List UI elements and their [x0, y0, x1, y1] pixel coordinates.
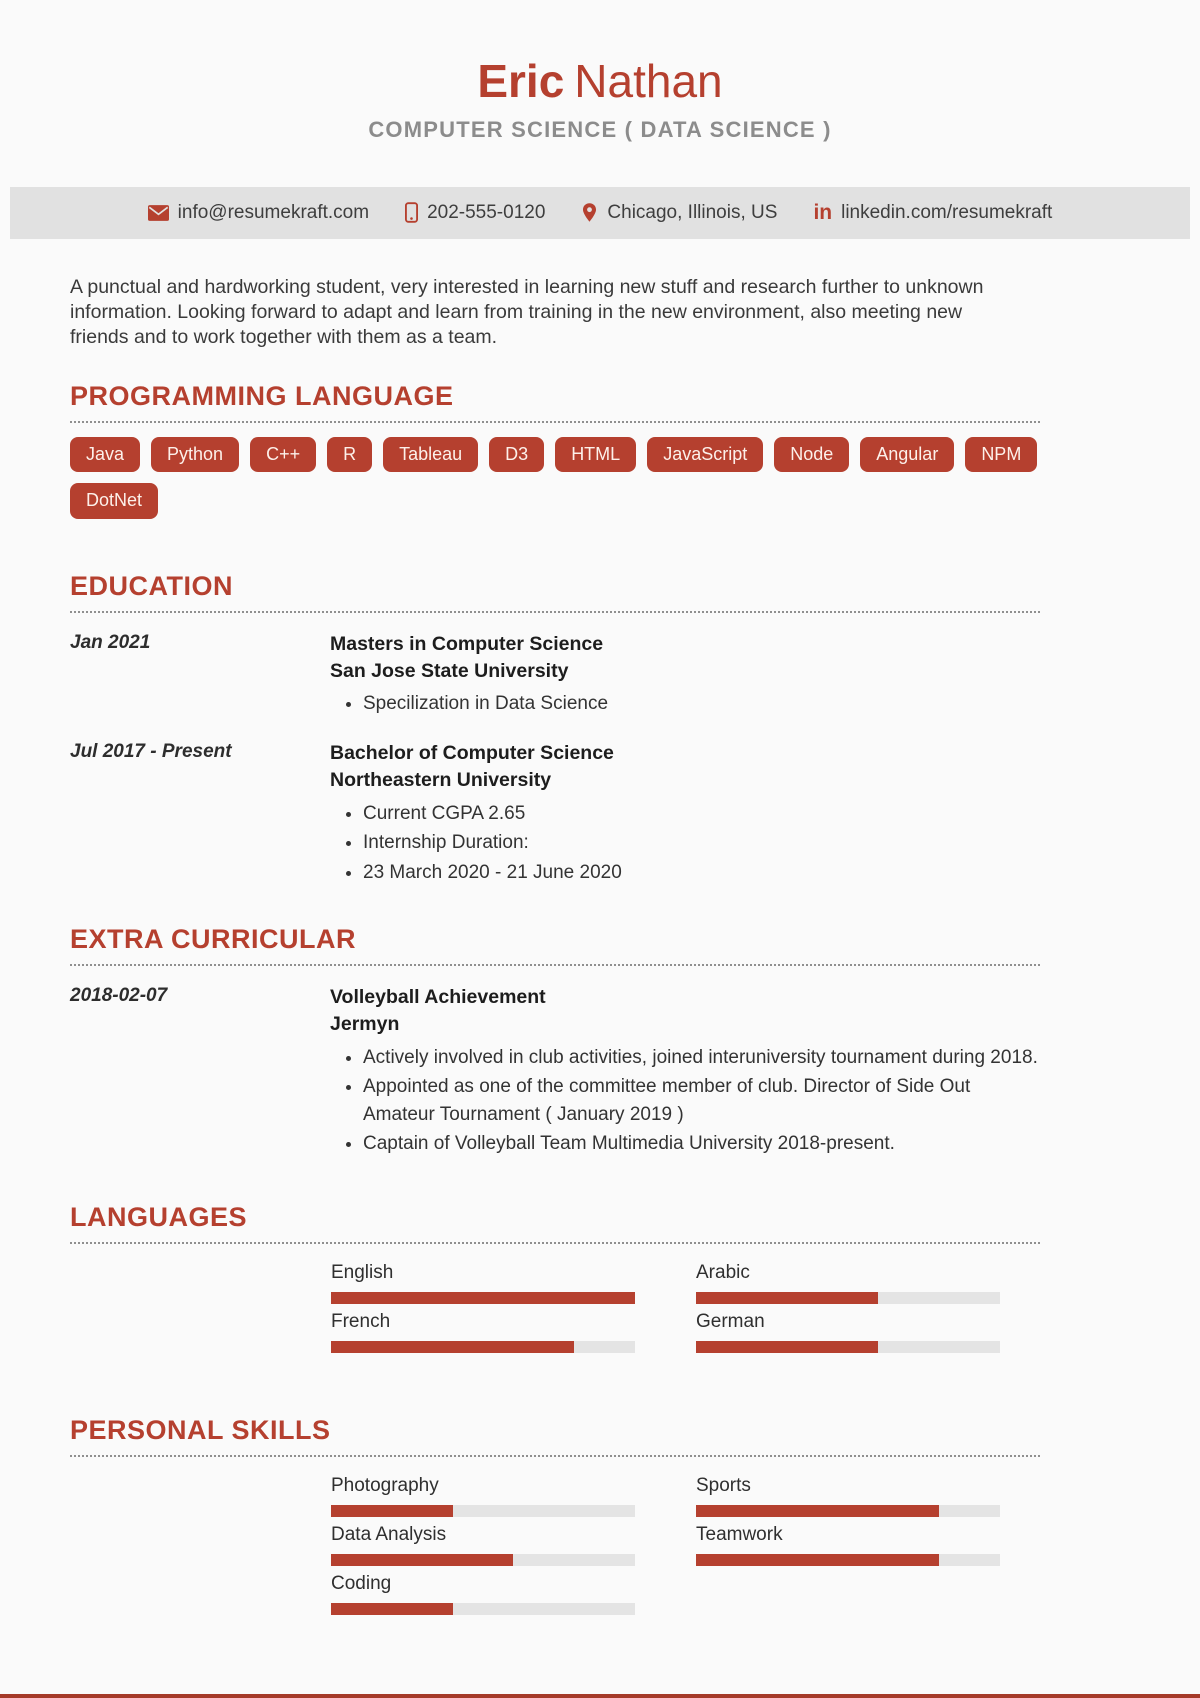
- entry-date: 2018-02-07: [70, 985, 168, 1007]
- skills-grid: [331, 1475, 1040, 1615]
- language-label: German: [696, 1310, 765, 1332]
- language-meter-track: [331, 1292, 635, 1304]
- skill-tag: HTML: [555, 437, 636, 473]
- language-label: French: [331, 1310, 391, 1332]
- skill-item: [331, 1475, 635, 1517]
- extra-entries: [70, 984, 1040, 1160]
- entry-achievement: Volleyball Achievement: [330, 986, 546, 1009]
- entry-body: [330, 740, 1040, 888]
- skill-meter-fill: [331, 1554, 513, 1566]
- section-title-skills: PERSONAL SKILLS: [70, 1414, 331, 1445]
- skill-tag: D3: [489, 437, 544, 473]
- language-label: English: [331, 1261, 394, 1283]
- contact-phone[interactable]: [405, 202, 545, 224]
- language-item: [331, 1311, 635, 1353]
- entry-school: Northeastern University: [330, 769, 552, 792]
- language-item: [696, 1311, 1000, 1353]
- skill-tag: DotNet: [70, 483, 158, 519]
- language-item: [696, 1262, 1000, 1304]
- section-title-education: EDUCATION: [70, 570, 233, 601]
- entry-body: [330, 984, 1040, 1160]
- extra-entry: [70, 984, 1040, 1160]
- contact-linkedin-text: linkedin.com/resumekraft: [841, 201, 1053, 223]
- skill-tag: NPM: [965, 437, 1037, 473]
- contact-bar: [10, 187, 1190, 239]
- dotted-divider: [70, 421, 1040, 423]
- contact-linkedin[interactable]: [813, 201, 1052, 225]
- language-meter-fill: [696, 1341, 878, 1353]
- section-title-extra: EXTRA CURRICULAR: [70, 924, 356, 955]
- language-meter-track: [331, 1341, 635, 1353]
- section-title-languages: LANGUAGES: [70, 1201, 248, 1232]
- languages-grid: [331, 1262, 1040, 1353]
- entry-bullets: [330, 690, 1040, 718]
- entry-degree: Bachelor of Computer Science: [330, 741, 614, 764]
- entry-degree: Masters in Computer Science: [330, 632, 604, 655]
- skill-meter-fill: [331, 1603, 453, 1615]
- language-meter-track: [696, 1292, 1000, 1304]
- bullet-item: • Current CGPA 2.65: [363, 800, 1040, 828]
- section-personal-skills: [70, 1415, 1040, 1615]
- section-languages: [70, 1202, 1040, 1353]
- entry-body: [330, 631, 1040, 720]
- skill-item: [696, 1475, 1000, 1517]
- section-programming-language: [70, 381, 1040, 519]
- bullet-item: • 23 March 2020 - 21 June 2020: [363, 859, 1040, 887]
- skill-item: [696, 1524, 1000, 1566]
- job-title: COMPUTER SCIENCE ( DATA SCIENCE ): [368, 116, 832, 142]
- skill-meter-track: [331, 1505, 635, 1517]
- last-name: Nathan: [574, 55, 723, 107]
- skill-meter-fill: [331, 1505, 453, 1517]
- contact-location: [581, 202, 777, 224]
- skill-meter-fill: [696, 1554, 939, 1566]
- contact-phone-text: 202-555-0120: [427, 201, 546, 223]
- bullet-item: • Appointed as one of the committee member of club. Director of Side Out Amateur Tournament ( January 2019 ): [363, 1073, 1040, 1128]
- envelope-icon: [148, 205, 169, 221]
- smartphone-icon: [405, 202, 418, 223]
- language-meter-fill: [331, 1341, 574, 1353]
- skill-tag: Node: [774, 437, 849, 473]
- skill-meter-track: [696, 1505, 1000, 1517]
- language-meter-track: [696, 1341, 1000, 1353]
- education-entries: [70, 631, 1040, 888]
- entry-date: Jul 2017 - Present: [70, 740, 232, 762]
- contact-email[interactable]: [148, 202, 369, 224]
- first-name: Eric: [477, 55, 565, 107]
- language-meter-fill: [696, 1292, 878, 1304]
- bottom-accent-line: [0, 1694, 1200, 1698]
- skill-label: Photography: [331, 1474, 439, 1496]
- language-meter-fill: [331, 1292, 635, 1304]
- bullet-item: • Specilization in Data Science: [363, 690, 1040, 718]
- bullet-item: • Actively involved in club activities, joined interuniversity tournament during 2018.: [363, 1044, 1040, 1072]
- entry-bullets: [330, 1044, 1040, 1158]
- skill-meter-fill: [696, 1505, 939, 1517]
- education-entry: [70, 740, 1040, 888]
- contact-location-text: Chicago, Illinois, US: [607, 201, 778, 223]
- bullet-item: • Internship Duration:: [363, 829, 1040, 857]
- skill-meter-track: [331, 1554, 635, 1566]
- person-name: [0, 56, 1200, 107]
- programming-tags: [70, 437, 1040, 519]
- summary-paragraph: A punctual and hardworking student, very interested in learning new stuff and research further to unknown information. Looking forward to adapt and learn from training in the new environment, also meeting new friends and to work together with them as a team.: [70, 275, 984, 349]
- entry-date: Jan 2021: [70, 631, 151, 653]
- skill-item: [331, 1524, 635, 1566]
- contact-email-text: info@resumekraft.com: [177, 201, 370, 223]
- map-pin-icon: [581, 202, 598, 223]
- skill-label: Data Analysis: [331, 1523, 447, 1545]
- dotted-divider: [70, 964, 1040, 966]
- dotted-divider: [70, 1242, 1040, 1244]
- skill-tag: Python: [151, 437, 239, 473]
- skill-label: Coding: [331, 1572, 392, 1594]
- skill-tag: R: [327, 437, 372, 473]
- section-education: [70, 571, 1040, 888]
- skill-tag: Java: [70, 437, 140, 473]
- education-entry: [70, 631, 1040, 720]
- section-title-programming: PROGRAMMING LANGUAGE: [70, 380, 454, 411]
- skill-tag: JavaScript: [647, 437, 763, 473]
- resume-header: [0, 0, 1200, 143]
- dotted-divider: [70, 611, 1040, 613]
- language-item: [331, 1262, 635, 1304]
- skill-tag: C++: [250, 437, 316, 473]
- entry-organization: Jermyn: [330, 1013, 400, 1036]
- dotted-divider: [70, 1455, 1040, 1457]
- skill-meter-track: [331, 1603, 635, 1615]
- entry-bullets: [330, 800, 1040, 887]
- language-label: Arabic: [696, 1261, 750, 1283]
- skill-label: Teamwork: [696, 1523, 783, 1545]
- skill-tag: Angular: [860, 437, 954, 473]
- bullet-item: • Captain of Volleyball Team Multimedia University 2018-present.: [363, 1130, 1040, 1158]
- skill-label: Sports: [696, 1474, 751, 1496]
- entry-school: San Jose State University: [330, 660, 569, 683]
- skill-tag: Tableau: [383, 437, 478, 473]
- skill-meter-track: [696, 1554, 1000, 1566]
- skill-item: [331, 1573, 635, 1615]
- section-extra-curricular: [70, 924, 1040, 1160]
- linkedin-icon: in: [813, 200, 833, 224]
